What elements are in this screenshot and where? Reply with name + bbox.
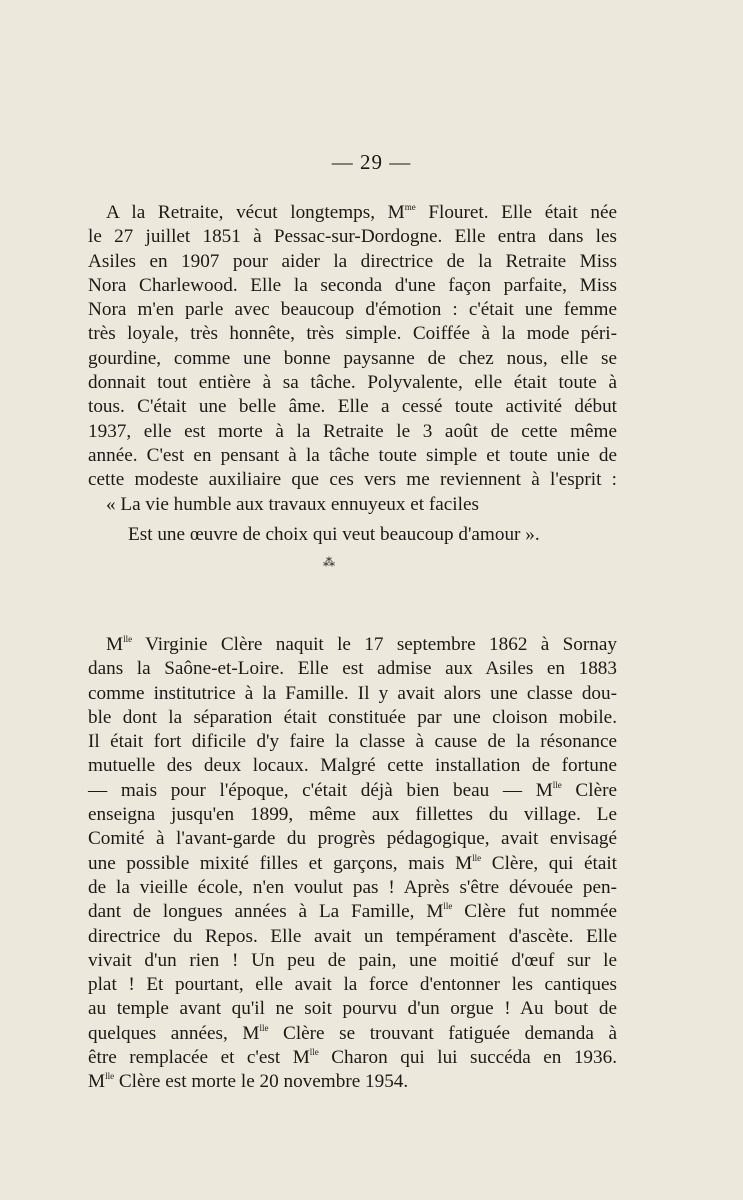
text-line: Il était fort dificile d'y faire la classe à cause de la résonance <box>88 731 617 753</box>
text-line: vivait d'un rien ! Un peu de pain, une moitié d'œuf sur le <box>88 949 617 971</box>
text-line: au temple avant qu'il ne soit pourvu d'un orgue ! Au bout de <box>88 998 617 1020</box>
text-line: enseigna jusqu'en 1899, même aux fillettes du village. Le <box>88 804 617 826</box>
text-line: Comité à l'avant-garde du progrès pédagogique, avait envisagé <box>88 828 617 850</box>
quote-line: Est une œuvre de choix qui veut beaucoup d'amour ». <box>128 523 540 545</box>
page-number: — 29 — <box>331 150 412 174</box>
text-line: plat ! Et pourtant, elle avait la force d'entonner les cantiques <box>88 974 617 996</box>
text-line: donnait tout entière à sa tâche. Polyvalente, elle était toute à <box>88 372 617 394</box>
text-line: le 27 juillet 1851 à Pessac-sur-Dordogne. Elle entra dans les <box>88 226 617 248</box>
text-line: très loyale, très honnête, très simple. Coiffée à la mode péri- <box>88 323 617 345</box>
text-line: Nora m'en parle avec beaucoup d'émotion : c'était une femme <box>88 299 617 321</box>
section-separator: ⁂ <box>323 555 335 569</box>
paragraph-flouret <box>88 201 617 547</box>
text-line: dans la Saône-et-Loire. Elle est admise aux Asiles en 1883 <box>88 658 617 680</box>
text-line: comme institutrice à la Famille. Il y avait alors une classe dou- <box>88 682 617 704</box>
text-line: mutuelle des deux locaux. Malgré cette installation de fortune <box>88 755 617 777</box>
text-line: A la Retraite, vécut longtemps, $M^{me}$ Flouret. Elle était née <box>106 202 617 223</box>
text-line: — mais pour l'époque, c'était déjà bien beau — $M^{lle}$ Clère <box>88 779 617 801</box>
text-line: année. C'est en pensant à la tâche toute simple et toute unie de <box>88 444 617 466</box>
text-line: $M^{lle}$ Virginie Clère naquit le 17 septembre 1862 à Sornay <box>106 634 617 655</box>
text-line: dant de longues années à La Famille, $M^{lle}$ Clère fut nommée <box>88 901 617 923</box>
text-line: gourdine, comme une bonne paysanne de chez nous, elle se <box>88 347 617 369</box>
text-line: cette modeste auxiliaire que ces vers me reviennent à l'esprit : <box>88 469 617 491</box>
text-line: Nora Charlewood. Elle la seconda d'une façon parfaite, Miss <box>88 274 617 296</box>
text-line: Asiles en 1907 pour aider la directrice de la Retraite Miss <box>88 250 617 272</box>
text-line: $M^{lle}$ Clère est morte le 20 novembre 1954. <box>88 1071 409 1093</box>
text-line: tous. C'était une belle âme. Elle a cessé toute activité début <box>88 396 617 418</box>
text-line: ble dont la séparation était constituée par une cloison mobile. <box>88 706 617 728</box>
text-line: 1937, elle est morte à la Retraite le 3 août de cette même <box>88 420 617 442</box>
quote-line: « La vie humble aux travaux ennuyeux et faciles <box>106 493 479 515</box>
paragraph-clere <box>88 633 617 1095</box>
text-line: de la vieille école, n'en voulut pas ! Après s'être dévouée pen- <box>88 876 617 898</box>
text-line: quelques années, $M^{lle}$ Clère se trouvant fatiguée demanda à <box>88 1022 617 1044</box>
text-line: une possible mixité filles et garçons, mais $M^{lle}$ Clère, qui était <box>88 852 617 874</box>
text-line: directrice du Repos. Elle avait un tempérament d'ascète. Elle <box>88 925 617 947</box>
text-line: être remplacée et c'est $M^{lle}$ Charon qui lui succéda en 1936. <box>88 1047 617 1069</box>
